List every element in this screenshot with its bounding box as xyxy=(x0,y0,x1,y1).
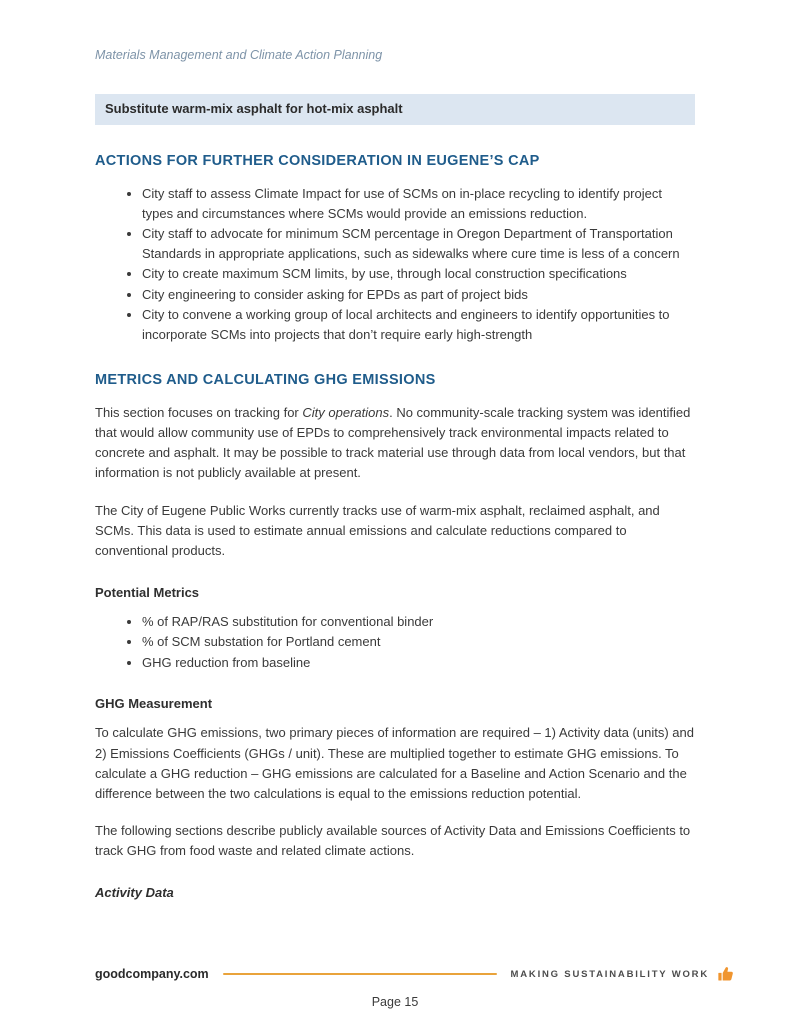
metrics-paragraph-1-pre: This section focuses on tracking for xyxy=(95,405,303,420)
list-item: • City staff to advocate for minimum SCM percentage in Oregon Department of Transportation Standards in appropriate applications, such as sidewalks where cure time is less of a concern xyxy=(142,224,695,263)
footer-site-text: goodcompany.com xyxy=(95,967,209,981)
subheading-activity-data: Activity Data xyxy=(95,885,174,901)
footer-divider-line xyxy=(223,973,497,975)
section-heading-metrics: METRICS AND CALCULATING GHG EMISSIONS xyxy=(95,372,436,388)
list-item: • City staff to assess Climate Impact for use of SCMs on in-place recycling to identify project types and circumstances where SCMs would provide an emissions reduction. xyxy=(142,184,695,223)
list-item: • GHG reduction from baseline xyxy=(142,653,695,673)
action-highlight-box xyxy=(95,94,695,125)
list-item: • City engineering to consider asking for EPDs as part of project bids xyxy=(142,285,695,305)
footer-tagline: MAKING SUSTAINABILITY WORK xyxy=(510,968,709,980)
potential-metrics-bullet-list xyxy=(95,612,695,673)
thumbs-up-icon xyxy=(717,965,735,983)
list-item: • % of SCM substation for Portland cement xyxy=(142,632,695,652)
running-header: Materials Management and Climate Action Planning xyxy=(95,48,383,62)
footer xyxy=(95,965,735,983)
subheading-ghg-measurement: GHG Measurement xyxy=(95,696,213,712)
page-number: Page 15 xyxy=(371,995,419,1009)
list-item: • City to convene a working group of local architects and engineers to identify opportunities to incorporate SCMs into projects that don’t require early high-strength xyxy=(142,305,695,344)
metrics-paragraph-2: The City of Eugene Public Works currently tracks use of warm-mix asphalt, reclaimed asphalt, and SCMs. This data is used to estimate annual emissions and calculate reductions compared to conventional products. xyxy=(95,502,660,558)
list-item: • City to create maximum SCM limits, by use, through local construction specifications xyxy=(142,264,695,284)
actions-bullet-list xyxy=(95,184,695,344)
metrics-paragraph-1-post: . No community-scale tracking system was identified that would allow community use of EPDs to comprehensively track environmental impacts related to concrete and asphalt. It may be possible to track material use through data from local vendors, but that information is not publicly available at present. xyxy=(95,405,691,481)
ghg-paragraph-1: To calculate GHG emissions, two primary pieces of information are required – 1) Activity data (units) and 2) Emissions Coefficients (GHGs / unit). These are multiplied together to estimate GHG emissions. To calculate a GHG reduction – GHG emissions are calculated for a Baseline and Action Scenario and the difference between the two calculations is equal to the emissions reduction potential. xyxy=(95,725,694,801)
metrics-paragraph-1-italic: City operations xyxy=(302,405,390,420)
section-heading-actions: ACTIONS FOR FURTHER CONSIDERATION IN EUGENE’S CAP xyxy=(95,153,540,169)
subheading-potential-metrics: Potential Metrics xyxy=(95,584,200,600)
ghg-paragraph-2: The following sections describe publicly available sources of Activity Data and Emissions Coefficients to track GHG from food waste and related climate actions. xyxy=(95,823,691,859)
list-item: • % of RAP/RAS substitution for conventional binder xyxy=(142,612,695,632)
action-highlight-text: Substitute warm-mix asphalt for hot-mix asphalt xyxy=(105,101,403,116)
metrics-paragraph-1 xyxy=(95,403,695,484)
